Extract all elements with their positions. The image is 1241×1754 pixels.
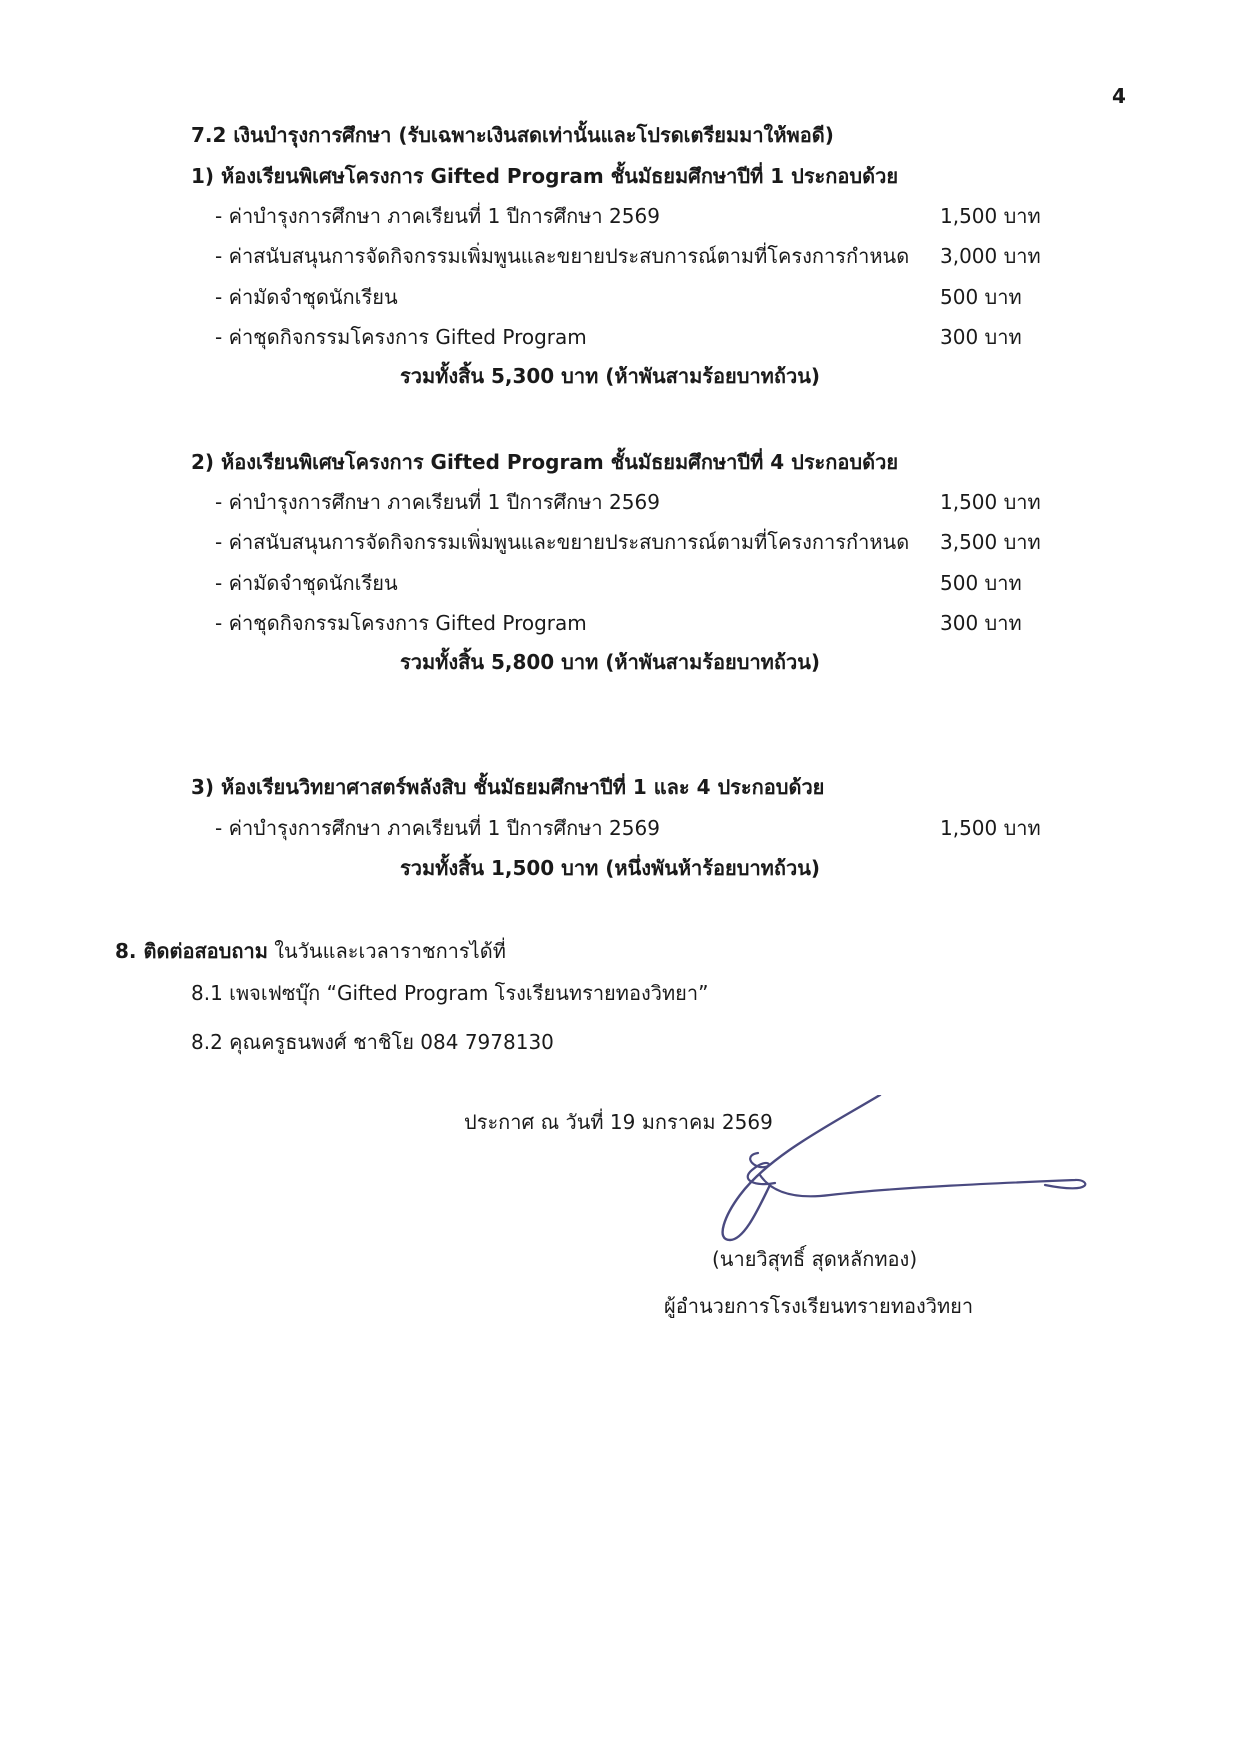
group3-item-label: - ค่าบำรุงการศึกษา ภาคเรียนที่ 1 ปีการศึกษา 2569: [215, 816, 660, 840]
group2-item-label: - ค่ามัดจำชุดนักเรียน: [215, 571, 398, 595]
group1-item-amount: 1,500 บาท: [940, 204, 1041, 228]
group2-total: รวมทั้งสิ้น 5,800 บาท (ห้าพันสามร้อยบาทถ้วน): [400, 650, 821, 674]
group1-total: รวมทั้งสิ้น 5,300 บาท (ห้าพันสามร้อยบาทถ้วน): [400, 364, 821, 388]
group1-item-label: - ค่ามัดจำชุดนักเรียน: [215, 285, 398, 309]
section-8-title: [115, 939, 506, 963]
page-number: 4: [1112, 84, 1126, 108]
contact-item-facebook: 8.1 เพจเฟซบุ๊ก “Gifted Program โรงเรียนทรายทองวิทยา”: [191, 981, 709, 1005]
group2-item-label: - ค่าชุดกิจกรรมโครงการ Gifted Program: [215, 611, 587, 635]
group2-item-amount: 1,500 บาท: [940, 490, 1041, 514]
group3-heading: 3) ห้องเรียนวิทยาศาสตร์พลังสิบ ชั้นมัธยมศึกษาปีที่ 1 และ 4 ประกอบด้วย: [191, 775, 825, 799]
section-7-2-title: 7.2 เงินบำรุงการศึกษา (รับเฉพาะเงินสดเท่านั้นและโปรดเตรียมมาให้พอดี): [191, 123, 834, 147]
announcement-date: ประกาศ ณ วันที่ 19 มกราคม 2569: [464, 1110, 773, 1134]
section-8-title-rest: ในวันและเวลาราชการได้ที่: [267, 939, 506, 963]
group3-item-amount: 1,500 บาท: [940, 816, 1041, 840]
group2-heading: 2) ห้องเรียนพิเศษโครงการ Gifted Program ชั้นมัธยมศึกษาปีที่ 4 ประกอบด้วย: [191, 450, 899, 474]
signature-image: [700, 1095, 1180, 1255]
group1-item-amount: 500 บาท: [940, 285, 1022, 309]
section-8-title-bold: 8. ติดต่อสอบถาม: [115, 939, 268, 963]
group1-item-amount: 3,000 บาท: [940, 244, 1041, 268]
group2-item-amount: 500 บาท: [940, 571, 1022, 595]
group1-heading: 1) ห้องเรียนพิเศษโครงการ Gifted Program ชั้นมัธยมศึกษาปีที่ 1 ประกอบด้วย: [191, 164, 899, 188]
group1-item-label: - ค่าบำรุงการศึกษา ภาคเรียนที่ 1 ปีการศึกษา 2569: [215, 204, 660, 228]
group3-total: รวมทั้งสิ้น 1,500 บาท (หนึ่งพันห้าร้อยบาทถ้วน): [400, 856, 821, 880]
group1-item-amount: 300 บาท: [940, 325, 1022, 349]
group1-item-label: - ค่าชุดกิจกรรมโครงการ Gifted Program: [215, 325, 587, 349]
group2-item-amount: 3,500 บาท: [940, 530, 1041, 554]
group2-item-label: - ค่าสนับสนุนการจัดกิจกรรมเพิ่มพูนและขยายประสบการณ์ตามที่โครงการกำหนด: [215, 530, 910, 554]
group1-item-label: - ค่าสนับสนุนการจัดกิจกรรมเพิ่มพูนและขยายประสบการณ์ตามที่โครงการกำหนด: [215, 244, 910, 268]
group2-item-amount: 300 บาท: [940, 611, 1022, 635]
group2-item-label: - ค่าบำรุงการศึกษา ภาคเรียนที่ 1 ปีการศึกษา 2569: [215, 490, 660, 514]
signatory-position: ผู้อำนวยการโรงเรียนทรายทองวิทยา: [664, 1294, 974, 1318]
signatory-name: (นายวิสุทธิ์ สุดหลักทอง): [712, 1247, 918, 1271]
contact-item-phone: 8.2 คุณครูธนพงศ์ ชาชิโย 084 7978130: [191, 1030, 554, 1054]
